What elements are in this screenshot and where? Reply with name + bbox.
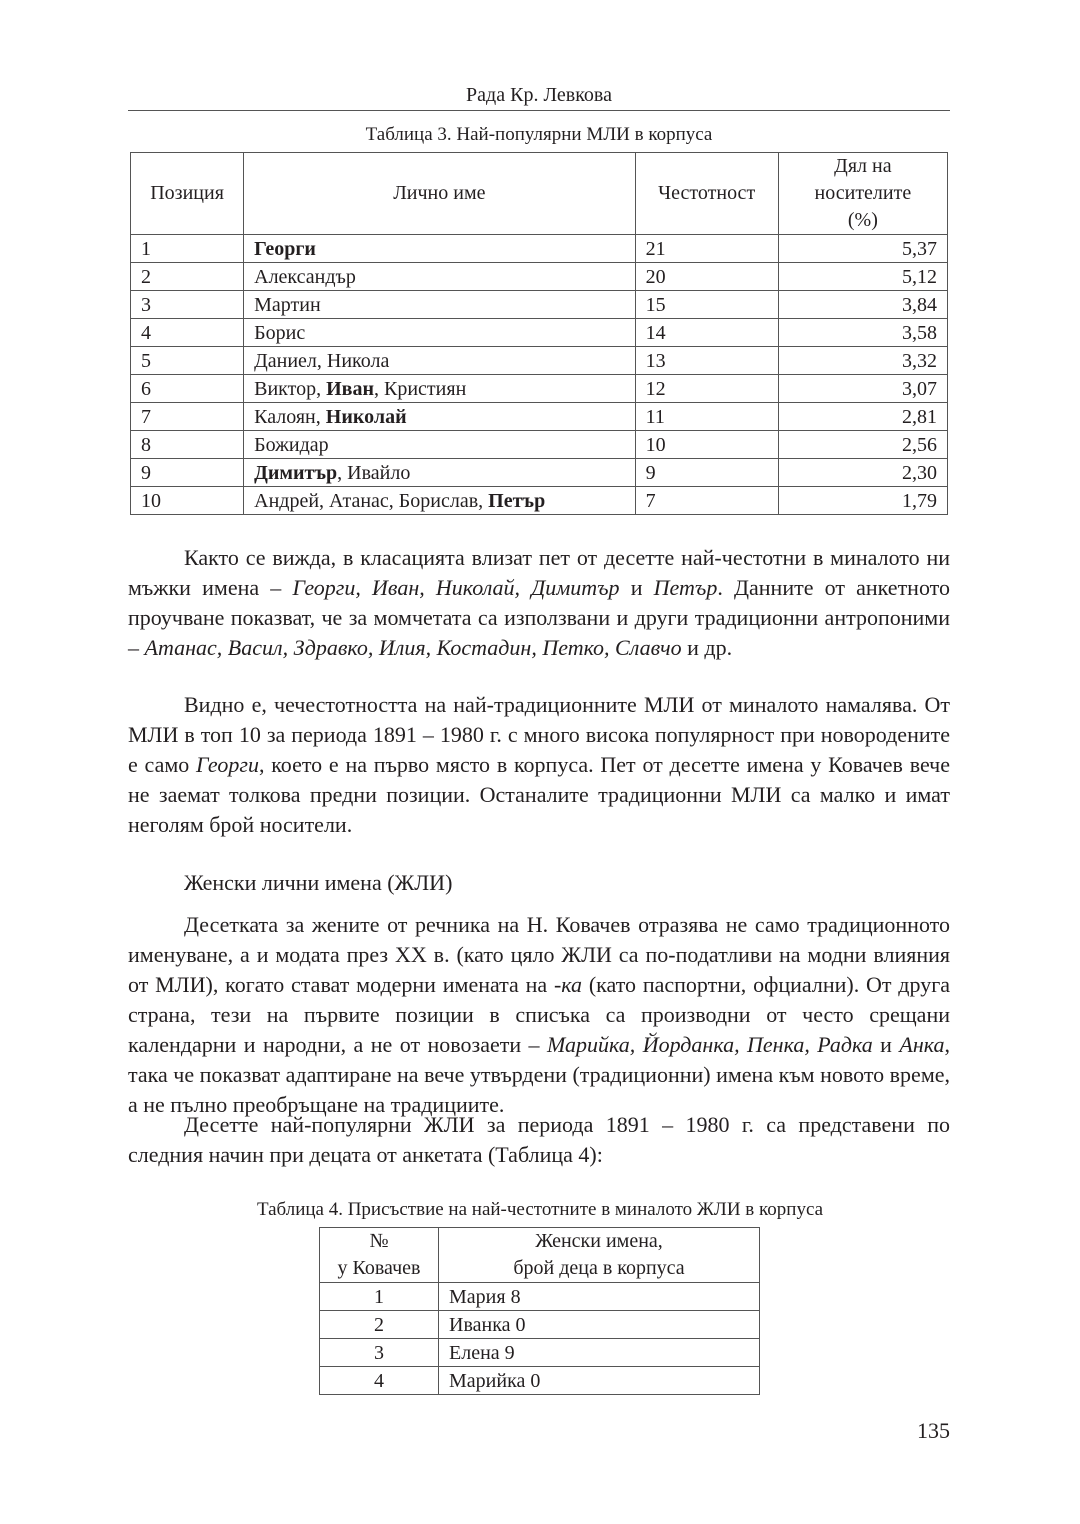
cell-share: 2,81 (778, 403, 947, 431)
cell-share: 3,84 (778, 291, 947, 319)
name-text: Виктор, (254, 377, 327, 400)
header-personal-name: Лично име (244, 153, 635, 235)
cell-names (244, 235, 635, 263)
cell-names (244, 291, 635, 319)
table-row (131, 459, 948, 487)
page-number: 135 (917, 1418, 950, 1443)
italic-term: Петър (653, 575, 718, 600)
italic-term: Анка (899, 1032, 945, 1057)
table-row (320, 1339, 760, 1367)
table4-header-row (320, 1228, 760, 1283)
header-names-line2: брой деца в корпуса (513, 1257, 685, 1279)
text-run: и (872, 1032, 900, 1057)
cell-names (244, 347, 635, 375)
table-row (320, 1311, 760, 1339)
header-rule (128, 110, 950, 111)
header-kovachev-number (320, 1228, 439, 1283)
name-bold: Николай (325, 405, 407, 428)
cell-kovachev-number: 1 (320, 1283, 439, 1311)
text-run: и (619, 575, 654, 600)
cell-kovachev-number: 4 (320, 1367, 439, 1395)
text-run: , така че показват адаптиране на вече утвърдени (традиционни) имена към новото време, а не пълно преобръщане на традициите. (128, 1032, 950, 1117)
cell-kovachev-number: 3 (320, 1339, 439, 1367)
cell-frequency: 20 (635, 263, 778, 291)
cell-position: 5 (131, 347, 244, 375)
cell-position: 6 (131, 375, 244, 403)
text-run: Десетте най-популярни ЖЛИ за периода 1891 – 1980 г. са представени по следния начин при децата от анкетата (Таблица 4): (128, 1112, 950, 1167)
cell-frequency: 9 (635, 459, 778, 487)
text-run: Десетката за жените от речника на Н. Ковачев отразява не само традиционното именуване, а и модата през XX в. (като цяло ЖЛИ са по-податливи на модни влияния от МЛИ), когато стават модерни имената на (128, 912, 950, 997)
cell-position: 10 (131, 487, 244, 515)
cell-names (244, 431, 635, 459)
cell-frequency: 13 (635, 347, 778, 375)
italic-term: Георги (196, 752, 259, 777)
header-position: Позиция (131, 153, 244, 235)
text-run: . Данните от анкетното проучване показват, че за момчетата са използвани и други традиционни антропоними – (128, 575, 950, 660)
text-run: , което е на първо място в корпуса. Пет от десетте имена у Ковачев вече не заемат толкова предни позиции. Останалите традиционни МЛИ са малко и имат неголям брой носители. (128, 752, 950, 837)
table-row (131, 235, 948, 263)
header-share-line3: (%) (847, 209, 878, 231)
header-num-line2: у Ковачев (337, 1257, 421, 1279)
name-bold: Георги (254, 237, 316, 260)
section-subheading: Женски лични имена (ЖЛИ) (184, 870, 453, 895)
cell-names (244, 487, 635, 515)
cell-share: 3,32 (778, 347, 947, 375)
cell-share: 2,30 (778, 459, 947, 487)
header-frequency: Честотност (635, 153, 778, 235)
cell-name-count: Марийка 0 (439, 1367, 760, 1395)
cell-position: 9 (131, 459, 244, 487)
cell-names (244, 375, 635, 403)
name-text: , Кристиян (374, 377, 467, 400)
table-row (131, 263, 948, 291)
header-female-names (439, 1228, 760, 1283)
name-bold: Димитър (254, 461, 338, 484)
cell-name-count: Мария 8 (439, 1283, 760, 1311)
table-row (131, 347, 948, 375)
cell-frequency: 14 (635, 319, 778, 347)
cell-share: 3,07 (778, 375, 947, 403)
cell-frequency: 10 (635, 431, 778, 459)
name-bold: Петър (488, 489, 546, 512)
table-row (131, 291, 948, 319)
cell-frequency: 7 (635, 487, 778, 515)
cell-names (244, 403, 635, 431)
table-row (131, 319, 948, 347)
table-row (320, 1367, 760, 1395)
name-text: Калоян, (254, 405, 326, 428)
cell-share: 1,79 (778, 487, 947, 515)
name-text: Андрей, Атанас, Борислав, (254, 489, 489, 512)
table-row (131, 375, 948, 403)
cell-position: 7 (131, 403, 244, 431)
paragraph-2 (128, 690, 950, 840)
name-text: Борис (254, 321, 306, 344)
text-run: (като паспортни, офциални). От друга страна, тези на първите позиции в списъка са производни от често срещани календарни и народни, а не от новозаети – (128, 972, 950, 1057)
cell-position: 2 (131, 263, 244, 291)
italic-term: -ка (553, 972, 583, 997)
table-row (131, 403, 948, 431)
header-names-line1: Женски имена, (535, 1230, 663, 1252)
paragraph-3 (128, 910, 950, 1120)
name-text: Божидар (254, 433, 329, 456)
table-row (131, 487, 948, 515)
text-run: Видно е, чечестотността на най-традиционните МЛИ от миналото намалява. От МЛИ в топ 10 за периода 1891 – 1980 г. с много висока популярност при новородените е само (128, 692, 950, 777)
name-text: , Ивайло (337, 461, 411, 484)
cell-share: 5,37 (778, 235, 947, 263)
header-share-line1: Дял на (834, 155, 892, 177)
text-run: и др. (681, 635, 733, 660)
cell-name-count: Елена 9 (439, 1339, 760, 1367)
italic-term: Атанас, Васил, Здравко, Илия, Костадин, Петко, Славчо (144, 635, 682, 660)
cell-share: 2,56 (778, 431, 947, 459)
paragraph-4 (128, 1110, 950, 1170)
cell-names (244, 263, 635, 291)
header-share-line2: носителите (814, 182, 912, 204)
cell-position: 3 (131, 291, 244, 319)
name-text: Даниел, Никола (254, 349, 390, 372)
cell-name-count: Иванка 0 (439, 1311, 760, 1339)
header-num-line1: № (369, 1230, 389, 1252)
table3-header-row (131, 153, 948, 235)
cell-names (244, 319, 635, 347)
cell-share: 3,58 (778, 319, 947, 347)
header-share (778, 153, 947, 235)
cell-frequency: 15 (635, 291, 778, 319)
paragraph-1 (128, 543, 950, 663)
text-run: Както се вижда, в класацията влизат пет от десетте най-честотни в миналото ни мъжки имена – (128, 545, 950, 600)
table4-caption: Таблица 4. Присъствие на най-честотните в миналото ЖЛИ в корпуса (256, 1199, 824, 1220)
cell-share: 5,12 (778, 263, 947, 291)
cell-position: 8 (131, 431, 244, 459)
running-head-author: Рада Кр. Левкова (466, 84, 612, 106)
cell-frequency: 11 (635, 403, 778, 431)
table-row (320, 1283, 760, 1311)
cell-position: 1 (131, 235, 244, 263)
table4-female-names-presence (319, 1227, 760, 1395)
name-text: Мартин (254, 293, 321, 316)
name-bold: Иван (326, 377, 374, 400)
name-text: Александър (254, 265, 356, 288)
cell-names (244, 459, 635, 487)
table3-popular-male-names (130, 152, 948, 515)
table-row (131, 431, 948, 459)
cell-kovachev-number: 2 (320, 1311, 439, 1339)
cell-position: 4 (131, 319, 244, 347)
cell-frequency: 21 (635, 235, 778, 263)
cell-frequency: 12 (635, 375, 778, 403)
italic-term: Марийка, Йорданка, Пенка, Радка (547, 1032, 873, 1057)
table3-caption: Таблица 3. Най-популярни МЛИ в корпуса (365, 124, 713, 145)
italic-term: Георги, Иван, Николай, Димитър (292, 575, 620, 600)
